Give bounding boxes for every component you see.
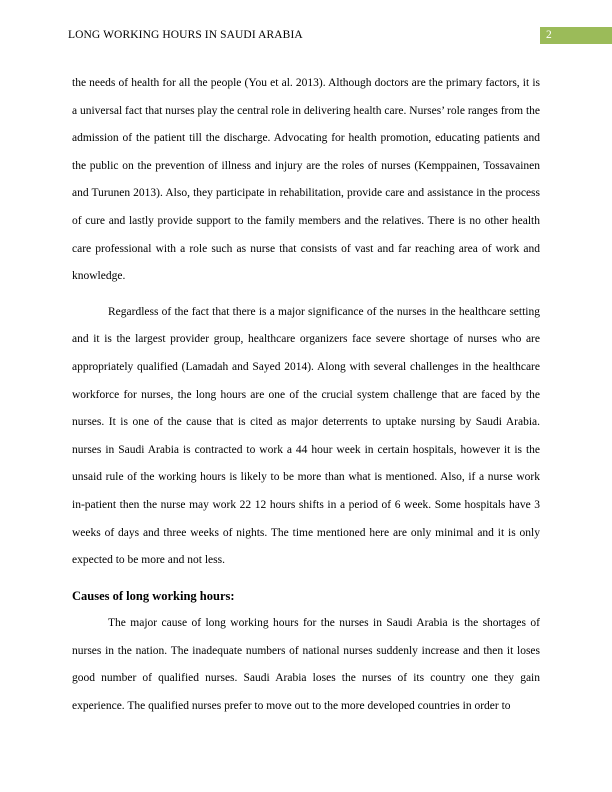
running-head: LONG WORKING HOURS IN SAUDI ARABIA [68, 29, 303, 41]
paragraph-continuation: the needs of health for all the people (You et al. 2013). Although doctors are the primary factors, it is a universal fact that nurses play the central role in delivering health care. Nurses’ role ranges from the admission of the patient till the discharge. Advocating for health promotion, educating patients and the public on the prevention of illness and injury are the roles of nurses (Kemppainen, Tossavainen and Turunen 2013). Also, they participate in rehabilitation, provide care and assistance in the process of cure and lastly provide support to the family members and the relatives. There is no other health care professional with a role such as nurse that consists of vast and far reaching area of work and knowledge. [72, 77, 540, 283]
paragraph-causes: The major cause of long working hours for the nurses in Saudi Arabia is the shortages of nurses in the nation. The inadequate numbers of national nurses suddenly increase and then it loses good number of qualified nurses. Saudi Arabia loses the nurses of its country one they gain experience. The qualified nurses prefer to move out to the more developed countries in order to [72, 617, 540, 713]
section-heading-causes: Causes of long working hours: [72, 588, 235, 603]
page-number: 2 [540, 27, 612, 44]
paragraph-nurse-shortage: Regardless of the fact that there is a major significance of the nurses in the healthcare setting and it is the largest provider group, healthcare organizers face severe shortage of nurses who are appropriately qualified (Lamadah and Sayed 2014). Along with several challenges in the healthcare workforce for nurses, the long hours are one of the crucial system challenge that are faced by the nurses. It is one of the cause that is cited as major deterrents to uptake nursing by Saudi Arabia. nurses in Saudi Arabia is contracted to work a 44 hour week in certain hospitals, however it is the unsaid rule of the working hours is likely to be more than what is mentioned. Also, if a nurse work in-patient then the nurse may work 22 12 hours shifts in a period of 6 week. Some hospitals have 3 weeks of days and three weeks of nights. The time mentioned here are only minimal and it is only expected to be more and not less. [72, 305, 540, 567]
document-body [72, 70, 540, 721]
